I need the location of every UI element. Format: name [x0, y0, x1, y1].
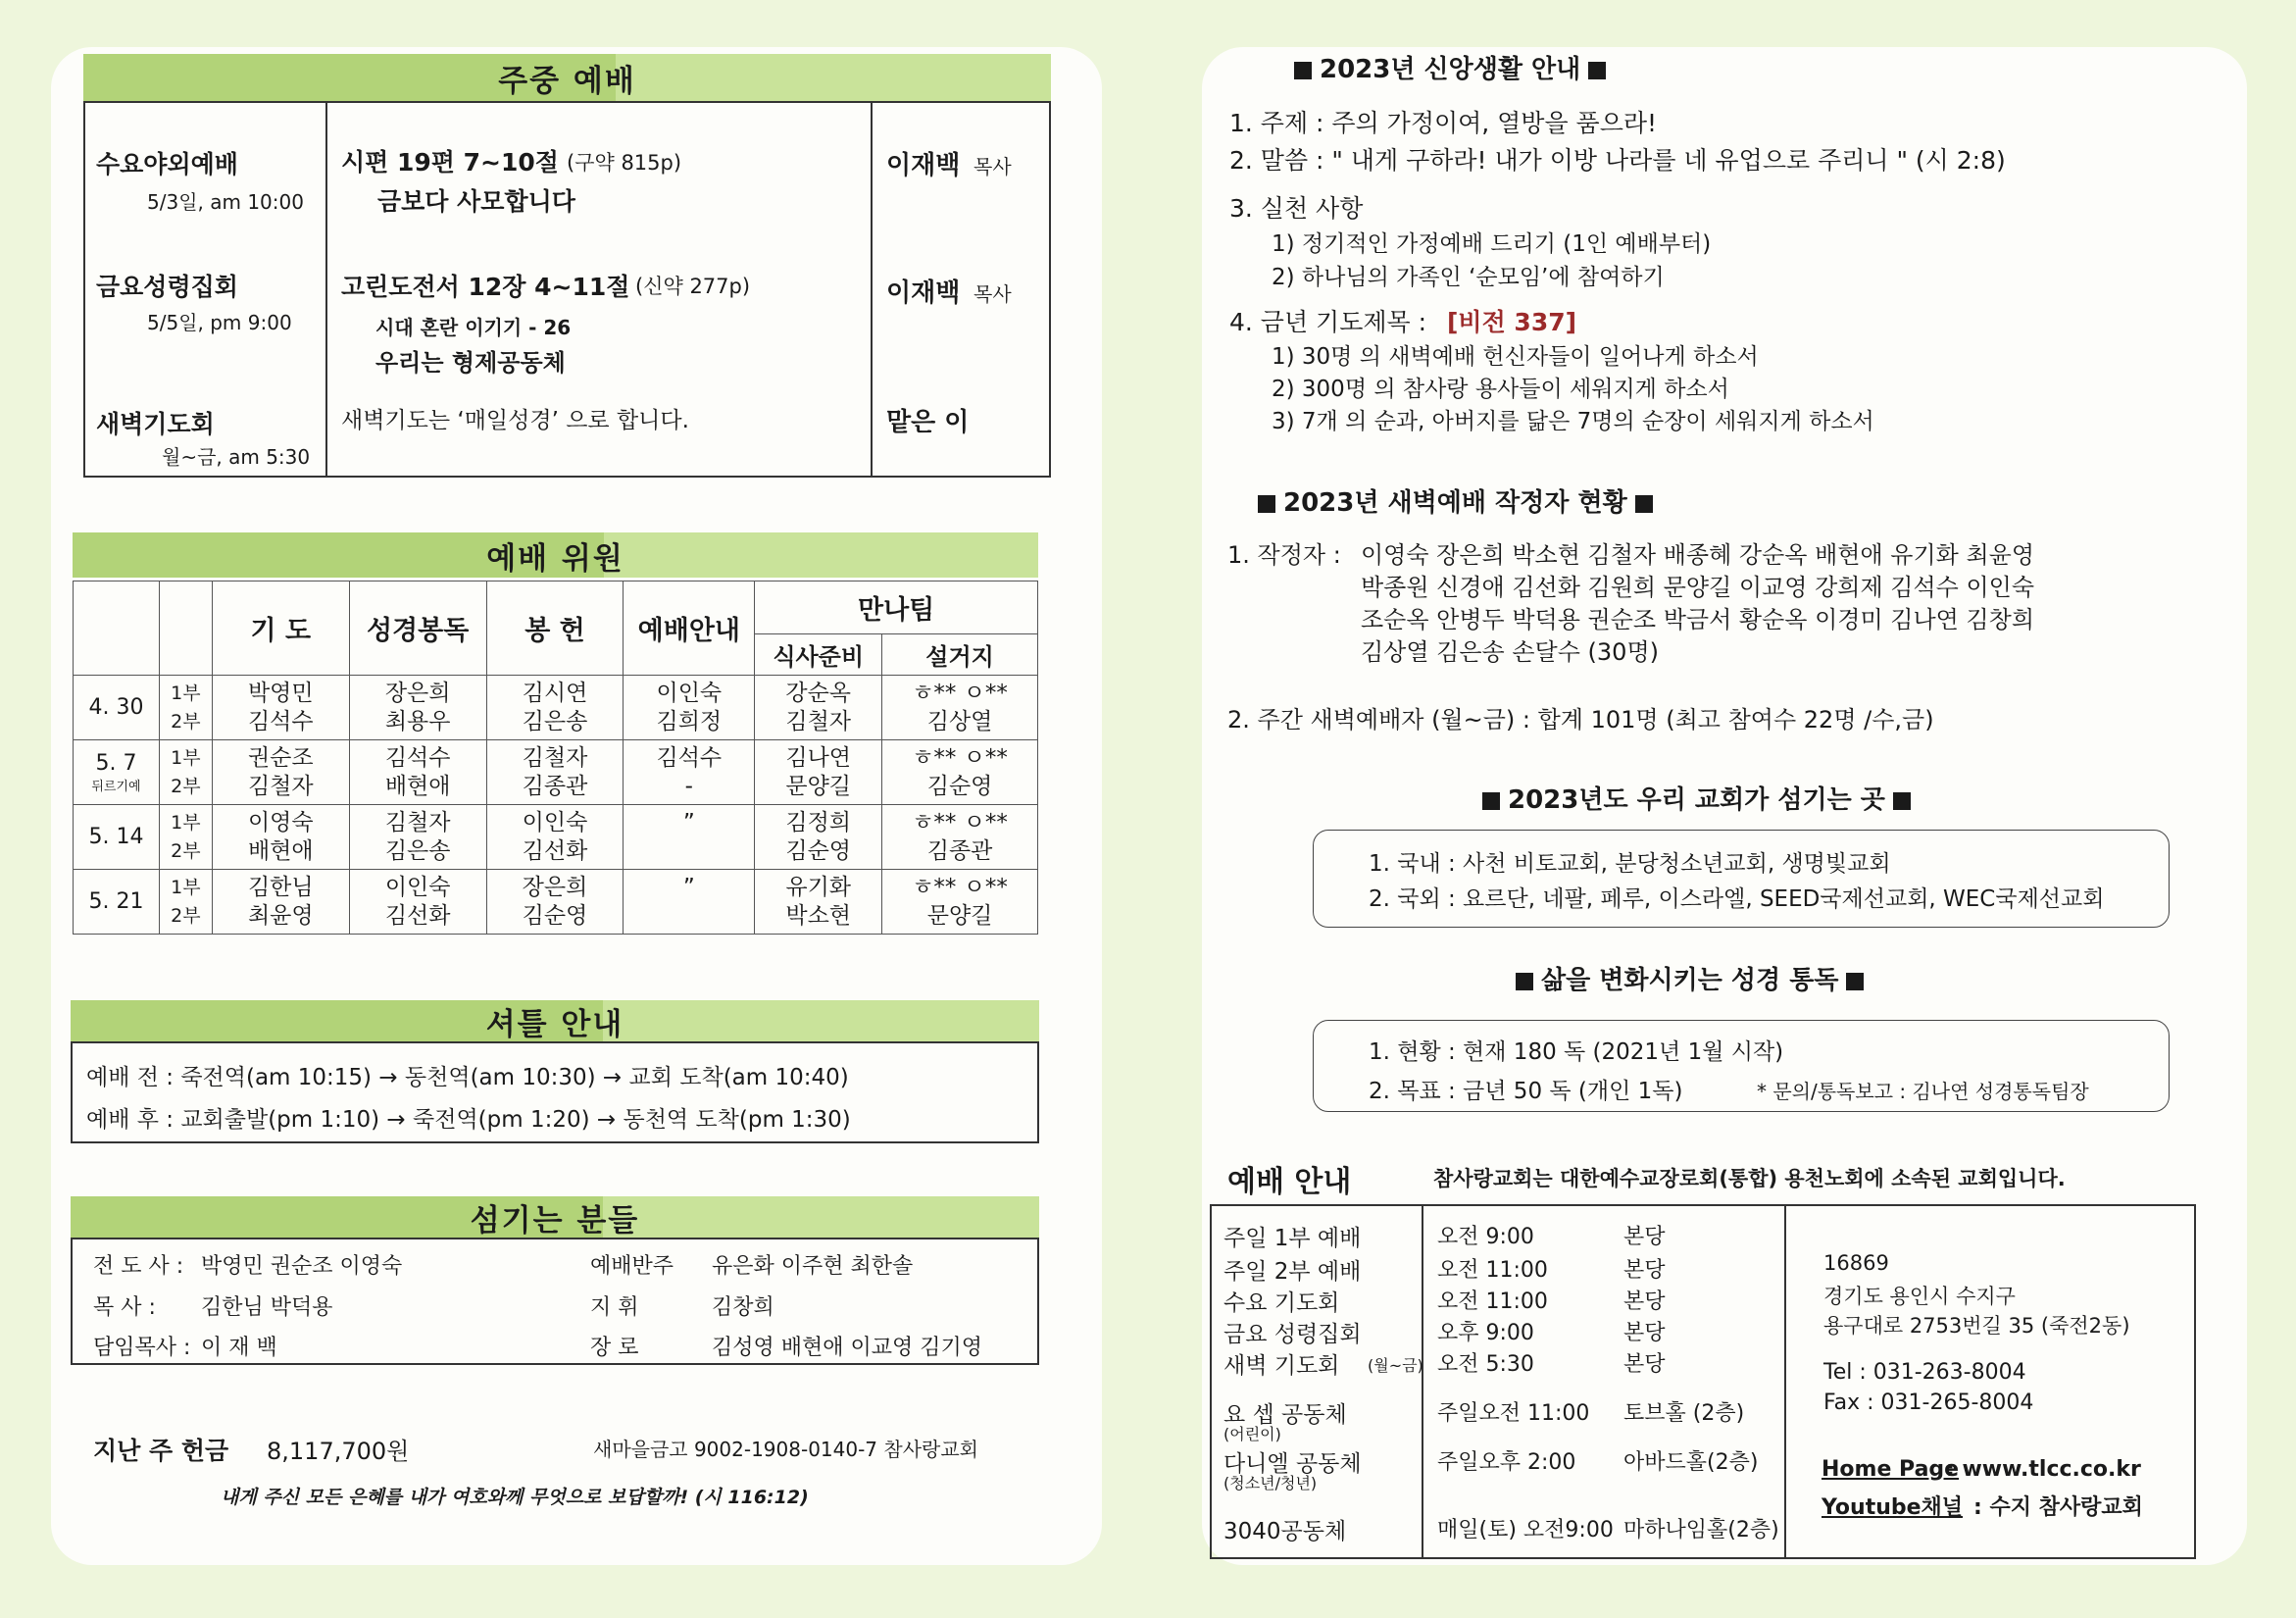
- offering-label: 지난 주 헌금: [93, 1437, 229, 1465]
- dawn-names-4: 김상열 김은송 손달수 (30명): [1361, 638, 1659, 666]
- committee-value: 이인숙: [384, 874, 451, 900]
- dawn-label: 1. 작정자 :: [1227, 541, 1341, 569]
- servant-names: 김창희: [712, 1295, 774, 1320]
- committee-value: 1부: [171, 682, 201, 704]
- committee-row: [74, 870, 1038, 935]
- service-time: 주일오후 2:00: [1437, 1450, 1576, 1475]
- committee-value: [624, 902, 754, 931]
- worship-leader-title: 목사: [973, 155, 1012, 178]
- committee-cell-guide: [624, 870, 755, 935]
- committee-value: ㅎ** ㅇ**: [912, 809, 1008, 835]
- worship-sermon-series: 시대 혼란 이기기 - 26: [375, 316, 572, 339]
- worship-time: 5/5일, pm 9:00: [147, 311, 292, 334]
- church-tel: Tel : 031-263-8004: [1823, 1360, 2026, 1385]
- committee-date: [74, 740, 160, 805]
- dawn-weekly: 2. 주간 새벽예배자 (월~금) : 합계 101명 (최고 참여수 22명 /수,금): [1227, 706, 1934, 733]
- col-meal: 식사준비: [755, 634, 882, 676]
- committee-value: 김순영: [785, 837, 852, 864]
- committee-cell-offering: [486, 870, 624, 935]
- committee-value: 이인숙: [656, 680, 723, 706]
- committee-value: 김철자: [522, 744, 588, 771]
- committee-value: 박소현: [785, 902, 852, 929]
- shuttle-before: 예배 전 : 죽전역(am 10:15) → 동천역(am 10:30) → 교회 도착(am 10:40): [86, 1065, 849, 1090]
- committee-value: 김종관: [926, 837, 993, 864]
- faith-prayer-1: 1) 30명 의 새벽예배 헌신자들이 일어나게 하소서: [1272, 344, 1759, 370]
- committee-value: ”: [682, 874, 695, 900]
- committee-value: 1부: [171, 746, 201, 769]
- worship-leader: 이재백: [886, 151, 961, 180]
- worship-text: 시편 19편 7~10절: [341, 148, 559, 177]
- worship-sermon-title: 금보다 사모합니다: [377, 187, 575, 216]
- committee-value: [624, 837, 754, 866]
- committee-value: 김상열: [926, 708, 993, 734]
- committee-row: [74, 740, 1038, 805]
- service-name: 수요 기도회: [1223, 1290, 1340, 1316]
- service-time: 오전 11:00: [1437, 1258, 1548, 1283]
- serve-domestic: 1. 국내 : 사천 비토교회, 분당청소년교회, 생명빛교회: [1369, 851, 1891, 877]
- committee-value: 김종관: [522, 773, 588, 799]
- service-name: 3040공동체: [1223, 1519, 1347, 1544]
- square-bullet-icon: [1258, 495, 1275, 513]
- committee-cell-reading: [349, 740, 486, 805]
- committee-value: 김희정: [656, 708, 723, 734]
- committee-value: 박영민: [247, 680, 314, 706]
- committee-value: ㅎ** ㅇ**: [912, 874, 1008, 900]
- col-prayer: 기 도: [212, 581, 349, 676]
- committee-cell-guide: [624, 676, 755, 740]
- dawn-names-1: 이영숙 장은희 박소현 김철자 배종혜 강순옥 배현애 유기화 최윤영: [1361, 541, 2034, 569]
- worship-name: 금요성령집회: [96, 273, 238, 301]
- service-subtitle: 참사랑교회는 대한예수교장로회(통합) 용천노회에 소속된 교회입니다.: [1433, 1167, 2066, 1190]
- homepage-label[interactable]: Home Page: [1822, 1457, 1960, 1482]
- committee-value: 1부: [171, 811, 201, 834]
- committee-cell-meal: [755, 805, 882, 870]
- col-dishes: 설거지: [882, 634, 1038, 676]
- committee-value: 권순조: [247, 744, 314, 771]
- committee-cell-reading: [349, 805, 486, 870]
- committee-cell-parts: [159, 740, 212, 805]
- vision-337: [비전 337]: [1447, 308, 1577, 336]
- committee-date: [74, 870, 160, 935]
- bible-title: [1508, 960, 1872, 996]
- church-addr-1: 경기도 용인시 수지구: [1823, 1285, 2016, 1308]
- committee-cell-dish: [882, 805, 1038, 870]
- committee-value: 배현애: [247, 837, 314, 864]
- committee-value: 장은희: [522, 874, 588, 900]
- service-name-sub: (청소년/청년): [1223, 1474, 1318, 1492]
- committee-value: 김철자: [247, 773, 314, 799]
- faith-title-text: 2023년 신앙생활 안내: [1320, 55, 1581, 84]
- committee-value: ㅎ** ㅇ**: [912, 744, 1008, 771]
- committee-cell-dish: [882, 740, 1038, 805]
- committee-date-text: 5. 7: [95, 750, 137, 776]
- committee-value: 강순옥: [785, 680, 852, 706]
- service-time: 오전 11:00: [1437, 1289, 1548, 1314]
- committee-value: 이인숙: [522, 809, 588, 835]
- committee-value: 1부: [171, 876, 201, 898]
- service-name-sub: (어린이): [1223, 1425, 1281, 1443]
- servant-label: 담임목사 :: [93, 1336, 191, 1360]
- servant-names: 김한님 박덕용: [201, 1295, 333, 1320]
- col-manna-team: 만나팀: [755, 581, 1038, 634]
- square-bullet-icon: [1516, 973, 1533, 990]
- committee-value: 2부: [171, 904, 201, 927]
- corner-cell: [74, 581, 160, 676]
- weekday-worship-header: [83, 54, 1051, 101]
- serve-title: [1474, 780, 1919, 816]
- offering-amount: 8,117,700원: [267, 1438, 410, 1465]
- committee-cell-meal: [755, 870, 882, 935]
- servant-names: 김성영 배현애 이교영 김기영: [712, 1336, 983, 1360]
- service-time: 오후 9:00: [1437, 1321, 1534, 1345]
- service-place: 본당: [1623, 1258, 1666, 1283]
- worship-time: 5/3일, am 10:00: [147, 190, 304, 214]
- committee-value: ”: [682, 809, 695, 835]
- worship-name: 수요야외예배: [96, 150, 238, 178]
- youtube-channel[interactable]: : 수지 참사랑교회: [1973, 1495, 2143, 1520]
- committee-row: [74, 676, 1038, 740]
- committee-value: 김한님: [247, 874, 314, 900]
- service-time: 오전 9:00: [1437, 1225, 1534, 1249]
- square-bullet-icon: [1482, 792, 1500, 810]
- committee-value: 김석수: [247, 708, 314, 734]
- service-time: 매일(토) 오전9:00: [1437, 1518, 1614, 1542]
- committee-cell-dish: [882, 870, 1038, 935]
- committee-title: 예배 위원: [486, 540, 624, 577]
- church-zip: 16869: [1823, 1251, 1889, 1275]
- committee-cell-offering: [486, 676, 624, 740]
- service-place: 본당: [1623, 1321, 1666, 1345]
- service-name: 요 셉 공동체: [1223, 1402, 1347, 1428]
- worship-leader: 이재백: [886, 278, 961, 308]
- square-bullet-icon: [1294, 62, 1312, 79]
- service-name: 주일 1부 예배: [1223, 1226, 1362, 1251]
- service-place: 토브홀 (2층): [1623, 1401, 1745, 1426]
- worship-text: 고린도전서 12장 4~11절: [341, 273, 630, 301]
- committee-value: 문양길: [785, 773, 852, 799]
- committee-cell-parts: [159, 676, 212, 740]
- servant-label: 목 사 :: [93, 1295, 156, 1320]
- committee-value: 2부: [171, 839, 201, 862]
- worship-col-divider-1: [325, 101, 327, 478]
- shuttle-title: 셔틀 안내: [485, 1006, 624, 1042]
- committee-cell-meal: [755, 676, 882, 740]
- faith-word: 2. 말씀 : " 내게 구하라! 내가 이방 나라를 네 유업으로 주리니 " (시 2:8): [1229, 146, 2006, 175]
- committee-date-text: 5. 14: [88, 825, 144, 849]
- committee-row: [74, 805, 1038, 870]
- committee-cell-meal: [755, 740, 882, 805]
- serve-overseas: 2. 국외 : 요르단, 네팔, 페루, 이스라엘, SEED국제선교회, WEC국제선교회: [1369, 886, 2105, 912]
- shuttle-header: [71, 1000, 1039, 1041]
- servant-label: 지 휘: [590, 1295, 639, 1320]
- bible-verse: 내게 주신 모든 은혜를 내가 여호와께 무엇으로 보답할까! (시 116:12): [221, 1487, 809, 1508]
- faith-prayer-2: 2) 300명 의 참사랑 용사들이 세워지게 하소서: [1272, 377, 1729, 402]
- committee-value: 김시연: [522, 680, 588, 706]
- committee-value: 김철자: [785, 708, 852, 734]
- corner-cell: [159, 581, 212, 676]
- offering-account: 새마을금고 9002-1908-0140-7 참사랑교회: [593, 1438, 978, 1461]
- service-time: 오전 5:30: [1437, 1352, 1534, 1377]
- service-col-divider: [1422, 1204, 1423, 1559]
- committee-cell-guide: [624, 740, 755, 805]
- servant-label: 전 도 사 :: [93, 1254, 184, 1279]
- dawn-title-text: 2023년 새벽예배 작정자 현황: [1283, 488, 1627, 518]
- faith-title: [1286, 49, 1614, 85]
- homepage-url[interactable]: : www.tlcc.co.kr: [1946, 1457, 2141, 1482]
- committee-value: 최용우: [384, 708, 451, 734]
- committee-value: 김선화: [522, 837, 588, 864]
- committee-value: 배현애: [384, 773, 451, 799]
- bible-note: * 문의/통독보고 : 김나연 성경통독팀장: [1757, 1080, 2089, 1103]
- weekday-worship-title: 주중 예배: [498, 63, 636, 99]
- committee-value: 김정희: [785, 809, 852, 835]
- committee-value: 김은송: [522, 708, 588, 734]
- shuttle-after: 예배 후 : 교회출발(pm 1:10) → 죽전역(pm 1:20) → 동천역 도착(pm 1:30): [86, 1107, 851, 1133]
- committee-value: 이영숙: [247, 809, 314, 835]
- servants-header: [71, 1196, 1039, 1238]
- committee-header: [73, 532, 1038, 578]
- service-time: 주일오전 11:00: [1437, 1401, 1590, 1426]
- square-bullet-icon: [1588, 62, 1606, 79]
- worship-sermon-title: 우리는 형제공동체: [375, 349, 566, 377]
- committee-cell-parts: [159, 805, 212, 870]
- dawn-title: [1250, 482, 1661, 519]
- bible-status: 1. 현황 : 현재 180 독 (2021년 1월 시작): [1369, 1039, 1784, 1065]
- committee-value: 문양길: [926, 902, 993, 929]
- servants-title: 섬기는 분들: [470, 1202, 640, 1239]
- service-col-divider: [1784, 1204, 1786, 1559]
- faith-practice-1: 1) 정기적인 가정예배 드리기 (1인 예배부터): [1272, 231, 1712, 257]
- faith-prayer: 4. 금년 기도제목 :: [1229, 308, 1427, 336]
- committee-value: 김순영: [926, 773, 993, 799]
- worship-ref: (구약 815p): [567, 151, 682, 175]
- committee-cell-dish: [882, 676, 1038, 740]
- committee-value: 김나연: [785, 744, 852, 771]
- col-guide: 예배안내: [624, 581, 755, 676]
- serve-box: [1313, 830, 2170, 928]
- service-name-sub: (월~금): [1368, 1356, 1423, 1375]
- committee-value: 김순영: [522, 902, 588, 929]
- committee-value: 장은희: [384, 680, 451, 706]
- committee-date-sub: 뒤르기예: [91, 779, 141, 794]
- committee-value: 2부: [171, 710, 201, 733]
- committee-cell-offering: [486, 805, 624, 870]
- faith-prayer-3: 3) 7개 의 순과, 아버지를 닮은 7명의 순장이 세워지게 하소서: [1272, 409, 1874, 434]
- servant-label: 예배반주: [590, 1254, 674, 1279]
- faith-practice-2: 2) 하나님의 가족인 ‘순모임’에 참여하기: [1272, 265, 1665, 290]
- church-fax: Fax : 031-265-8004: [1823, 1390, 2034, 1415]
- service-place: 본당: [1623, 1289, 1666, 1314]
- servant-label: 장 로: [590, 1336, 639, 1360]
- dawn-names-3: 조순옥 안병두 박덕용 권순조 박금서 황순옥 이경미 김나연 김창희: [1361, 606, 2034, 633]
- youtube-label[interactable]: Youtube채널: [1822, 1495, 1964, 1520]
- service-name: 금요 성령집회: [1223, 1322, 1362, 1347]
- committee-date-text: 5. 21: [88, 889, 144, 914]
- committee-cell-prayer: [212, 805, 349, 870]
- worship-ref: (신약 277p): [635, 275, 751, 298]
- bible-title-text: 삶을 변화시키는 성경 통독: [1541, 966, 1839, 995]
- service-place: 본당: [1623, 1352, 1666, 1377]
- committee-value: ㅎ** ㅇ**: [912, 680, 1008, 706]
- servant-names: 유은화 이주현 최한솔: [712, 1254, 914, 1279]
- committee-date: [74, 805, 160, 870]
- servant-names: 이 재 백: [201, 1336, 277, 1360]
- committee-cell-prayer: [212, 870, 349, 935]
- square-bullet-icon: [1635, 495, 1653, 513]
- committee-value: 김은송: [384, 837, 451, 864]
- service-name: 다니엘 공동체: [1223, 1451, 1362, 1477]
- committee-cell-offering: [486, 740, 624, 805]
- committee-value: 김석수: [384, 744, 451, 771]
- worship-text: 새벽기도는 ‘매일성경’ 으로 합니다.: [341, 408, 689, 433]
- committee-value: 2부: [171, 775, 201, 797]
- bible-goal: 2. 목표 : 금년 50 독 (개인 1독): [1369, 1079, 1683, 1104]
- church-addr-2: 용구대로 2753번길 35 (죽전2동): [1823, 1314, 2130, 1338]
- service-place: 본당: [1623, 1225, 1666, 1249]
- square-bullet-icon: [1846, 973, 1864, 990]
- committee-date-text: 4. 30: [88, 695, 144, 720]
- committee-value: -: [684, 773, 693, 799]
- committee-cell-reading: [349, 676, 486, 740]
- square-bullet-icon: [1893, 792, 1911, 810]
- committee-cell-parts: [159, 870, 212, 935]
- committee-date: [74, 676, 160, 740]
- committee-value: 김철자: [384, 809, 451, 835]
- faith-theme: 1. 주제 : 주의 가정이여, 열방을 품으라!: [1229, 109, 1658, 137]
- dawn-names-2: 박종원 신경애 김선화 김원희 문양길 이교영 강희제 김석수 이인숙: [1361, 574, 2034, 601]
- committee-cell-guide: [624, 805, 755, 870]
- service-name: 주일 2부 예배: [1223, 1259, 1362, 1285]
- service-place: 마하나임홀(2층): [1623, 1518, 1779, 1542]
- committee-value: 김선화: [384, 902, 451, 929]
- service-place: 아바드홀(2층): [1623, 1450, 1759, 1475]
- committee-table: [73, 581, 1038, 935]
- worship-time: 월~금, am 5:30: [162, 445, 311, 469]
- committee-cell-prayer: [212, 740, 349, 805]
- col-reading: 성경봉독: [349, 581, 486, 676]
- worship-leader-title: 목사: [973, 282, 1012, 306]
- service-name: 새벽 기도회: [1223, 1353, 1340, 1379]
- committee-value: 유기화: [785, 874, 852, 900]
- committee-cell-prayer: [212, 676, 349, 740]
- worship-leader: 맡은 이: [886, 408, 970, 437]
- serve-title-text: 2023년도 우리 교회가 섬기는 곳: [1508, 785, 1885, 815]
- servant-names: 박영민 권순조 이영숙: [201, 1254, 403, 1279]
- service-title: 예배 안내: [1227, 1165, 1352, 1199]
- faith-practice: 3. 실천 사항: [1229, 194, 1364, 223]
- committee-cell-reading: [349, 870, 486, 935]
- worship-name: 새벽기도회: [96, 410, 215, 438]
- committee-value: 최윤영: [247, 902, 314, 929]
- worship-col-divider-2: [871, 101, 873, 478]
- col-offering: 봉 헌: [486, 581, 624, 676]
- committee-value: 김석수: [656, 744, 723, 771]
